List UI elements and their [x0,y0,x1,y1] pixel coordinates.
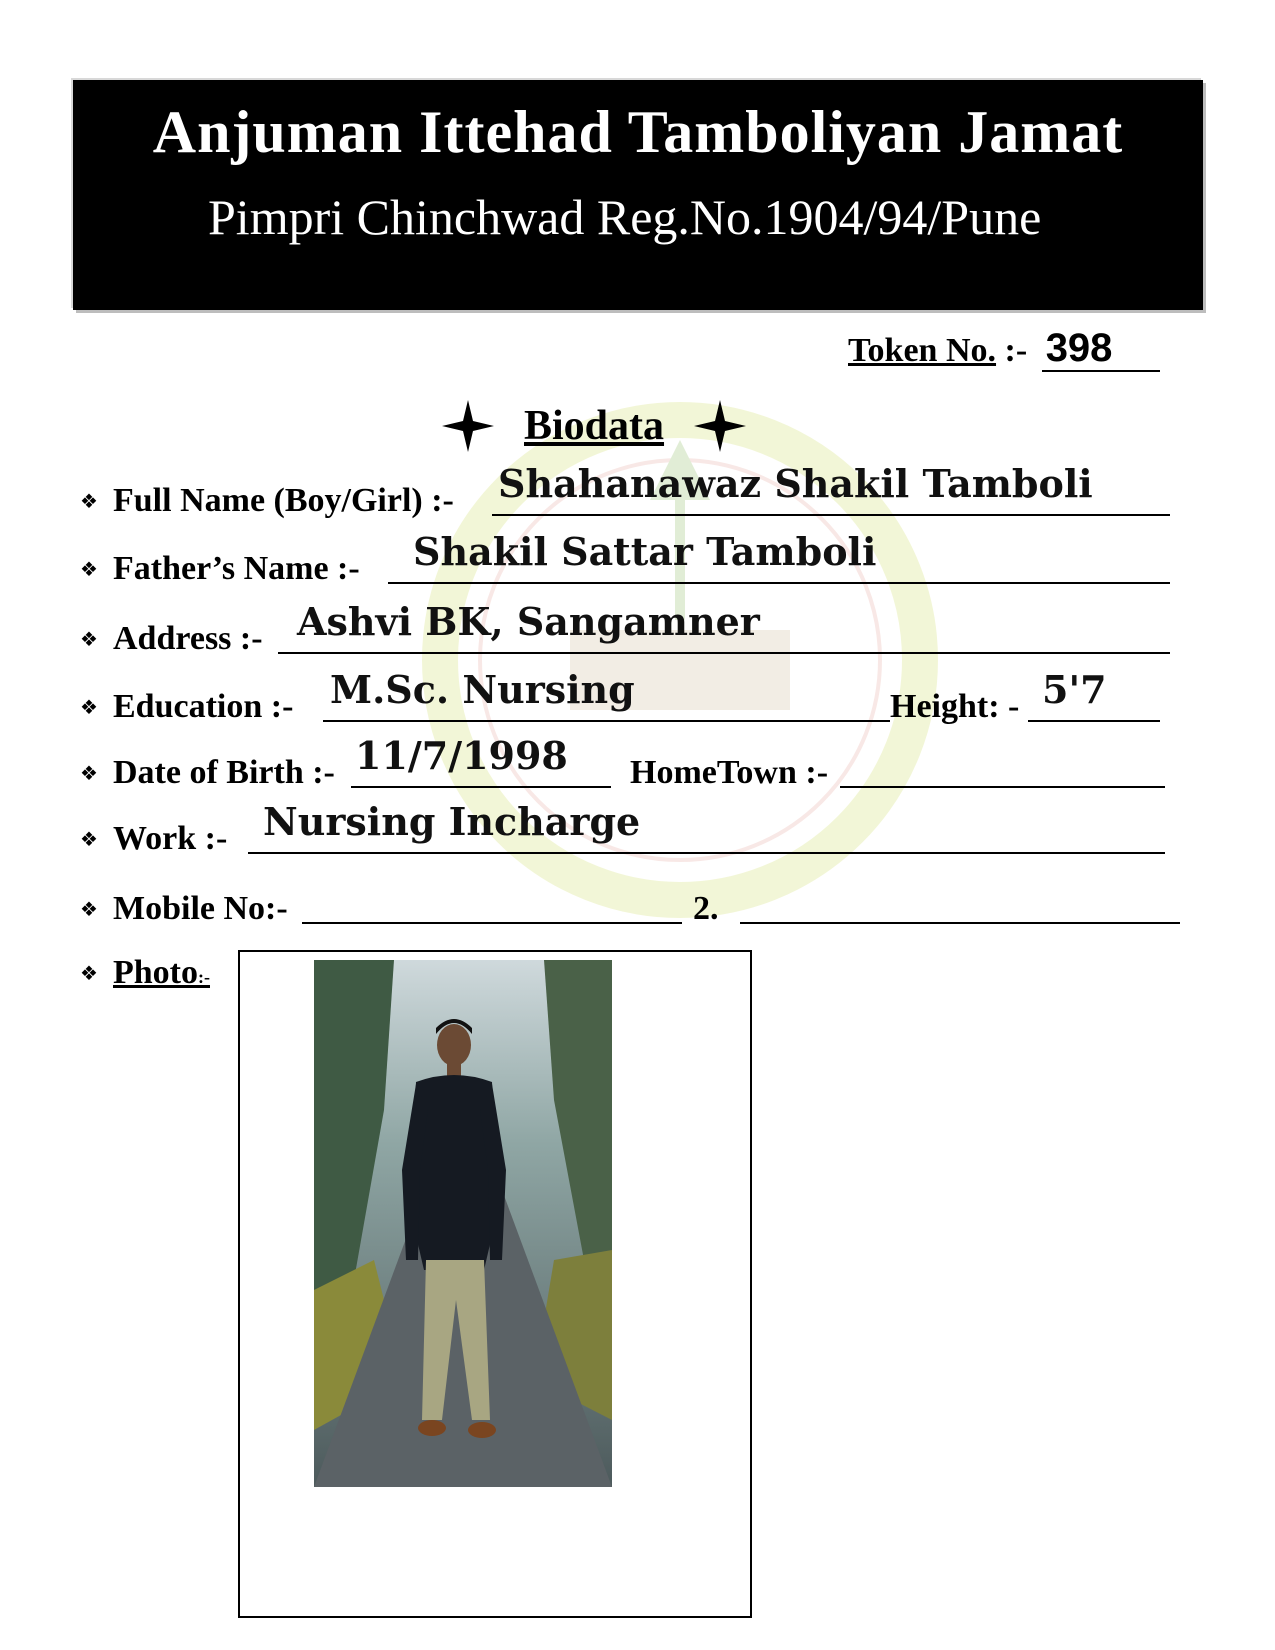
token-label: Token No. [848,332,997,369]
mobile-second-label: 2. [693,890,719,927]
four-point-star-icon [692,398,748,454]
height-label: Height: - [890,688,1020,725]
full-name-underline [492,514,1170,516]
address-row [80,599,1170,658]
full-name-label: Full Name (Boy/Girl) :- [113,482,454,519]
biodata-title: Biodata [524,403,665,449]
token-separator: :- [1004,332,1028,369]
height-value[interactable]: 5'7 [1042,667,1107,712]
education-label: Education :- [113,688,294,725]
token-number [848,326,1160,371]
hometown-underline [840,786,1165,788]
dob-row [80,733,1170,792]
address-underline [278,652,1170,654]
organization-registration: Pimpri Chinchwad Reg.No.1904/94/Pune [208,189,1042,245]
work-underline [248,852,1165,854]
dob-label: Date of Birth :- [113,754,335,791]
mobile-underline-1 [302,922,682,924]
education-value[interactable]: M.Sc. Nursing [330,667,635,712]
work-row [80,799,1170,858]
four-point-star-icon [440,398,496,454]
father-name-underline [388,582,1170,584]
organization-name: Anjuman Ittehad Tamboliyan Jamat [152,99,1124,165]
dob-underline [351,786,611,788]
diamond-bullet-icon: ❖ [80,763,98,785]
photo-label [113,954,210,992]
mobile-row [80,872,1180,928]
work-value[interactable]: Nursing Incharge [263,799,641,844]
address-label: Address :- [113,620,263,657]
diamond-bullet-icon: ❖ [80,899,98,921]
work-label: Work :- [113,820,228,857]
diamond-bullet-icon: ❖ [80,559,98,581]
photo-label-text: Photo [113,954,198,991]
diamond-bullet-icon: ❖ [80,697,98,719]
father-name-label: Father’s Name :- [113,550,360,587]
mobile-underline-2 [740,922,1180,924]
diamond-bullet-icon: ❖ [80,829,98,851]
full-name-row [80,461,1170,520]
address-value[interactable]: Ashvi BK, Sangamner [297,599,760,644]
token-value: 398 [1042,326,1161,372]
diamond-bullet-icon: ❖ [80,629,98,651]
education-underline [323,720,890,722]
diamond-bullet-icon: ❖ [80,963,98,985]
biodata-title-row [440,398,748,454]
header-banner [73,80,1203,310]
diamond-bullet-icon: ❖ [80,491,98,513]
dob-value[interactable]: 11/7/1998 [355,733,568,778]
photo-label-sep: :- [198,967,210,987]
education-row [80,667,1170,726]
hometown-label: HomeTown :- [630,754,829,791]
father-name-row [80,529,1170,588]
portrait-photo [314,960,612,1487]
father-name-value[interactable]: Shakil Sattar Tamboli [413,529,877,574]
height-underline [1028,720,1160,722]
mobile-label: Mobile No:- [113,890,288,927]
full-name-value[interactable]: Shahanawaz Shakil Tamboli [498,461,1093,506]
